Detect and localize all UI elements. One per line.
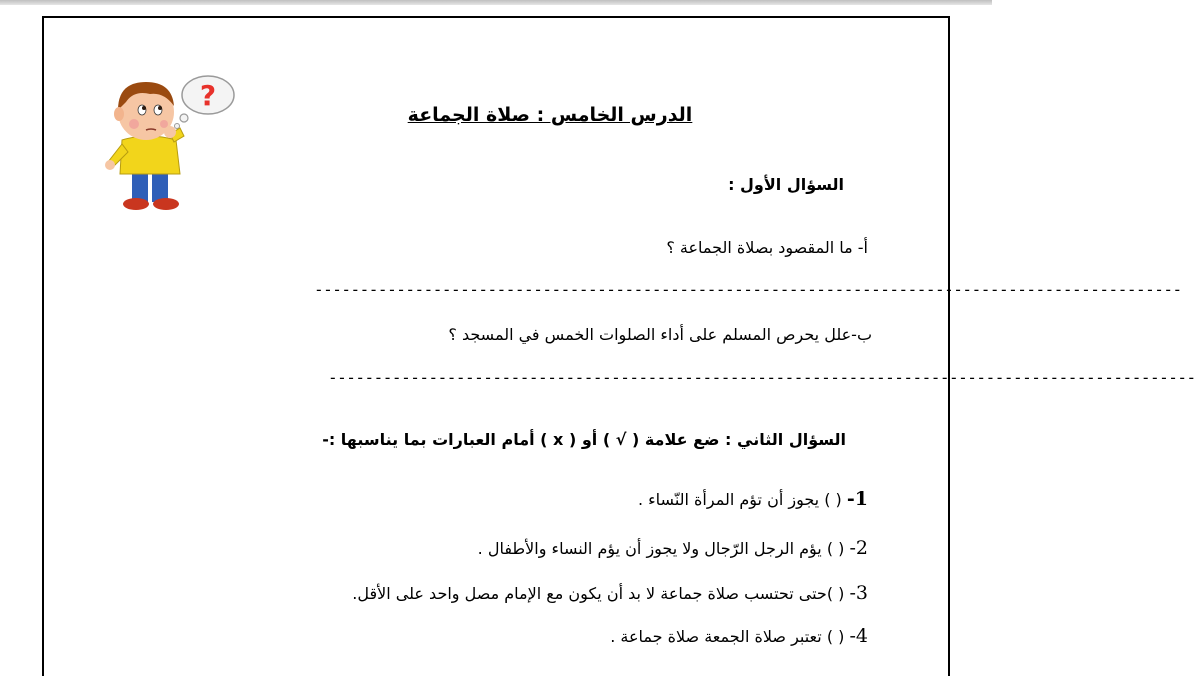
statement-text[interactable]: ( ) يؤم الرجل الرّجال ولا يجوز أن يؤم النساء والأطفال . — [477, 539, 845, 558]
answer-line-a[interactable]: ----------------------------------------------------------------------------------------------- — [314, 280, 1182, 299]
statement-item-2 — [478, 537, 868, 559]
question-two-heading: السؤال الثاني : ضع علامة ( √ ) أو ( x ) أمام العبارات بما يناسبها :- — [322, 430, 846, 449]
statement-item-1 — [638, 488, 868, 510]
window-top-rule — [0, 0, 992, 5]
svg-text:?: ? — [199, 79, 217, 112]
statement-number: 4- — [849, 625, 868, 647]
thinking-boy-icon — [100, 70, 246, 215]
answer-line-b[interactable]: ----------------------------------------------------------------------------------------------- — [328, 368, 1196, 387]
statement-number: 1- — [846, 488, 868, 510]
statement-text[interactable]: ( ) تعتبر صلاة الجمعة صلاة جماعة . — [610, 627, 845, 646]
lesson-title: الدرس الخامس : صلاة الجماعة — [407, 104, 693, 126]
statement-item-4 — [610, 625, 868, 647]
question-one-part-a: أ- ما المقصود بصلاة الجماعة ؟ — [666, 238, 868, 257]
question-one-heading: السؤال الأول : — [728, 175, 844, 194]
statement-item-3 — [352, 582, 868, 604]
statement-text[interactable]: ( )حتى تحتسب صلاة جماعة لا بد أن يكون مع الإمام مصل واحد على الأقل. — [352, 584, 845, 603]
statement-number: 2- — [849, 537, 868, 559]
question-one-part-b: ب-علل يحرص المسلم على أداء الصلوات الخمس في المسجد ؟ — [448, 325, 872, 344]
statement-number: 3- — [849, 582, 868, 604]
statement-text[interactable]: ( ) يجوز أن تؤم المرأة النّساء . — [637, 490, 842, 509]
